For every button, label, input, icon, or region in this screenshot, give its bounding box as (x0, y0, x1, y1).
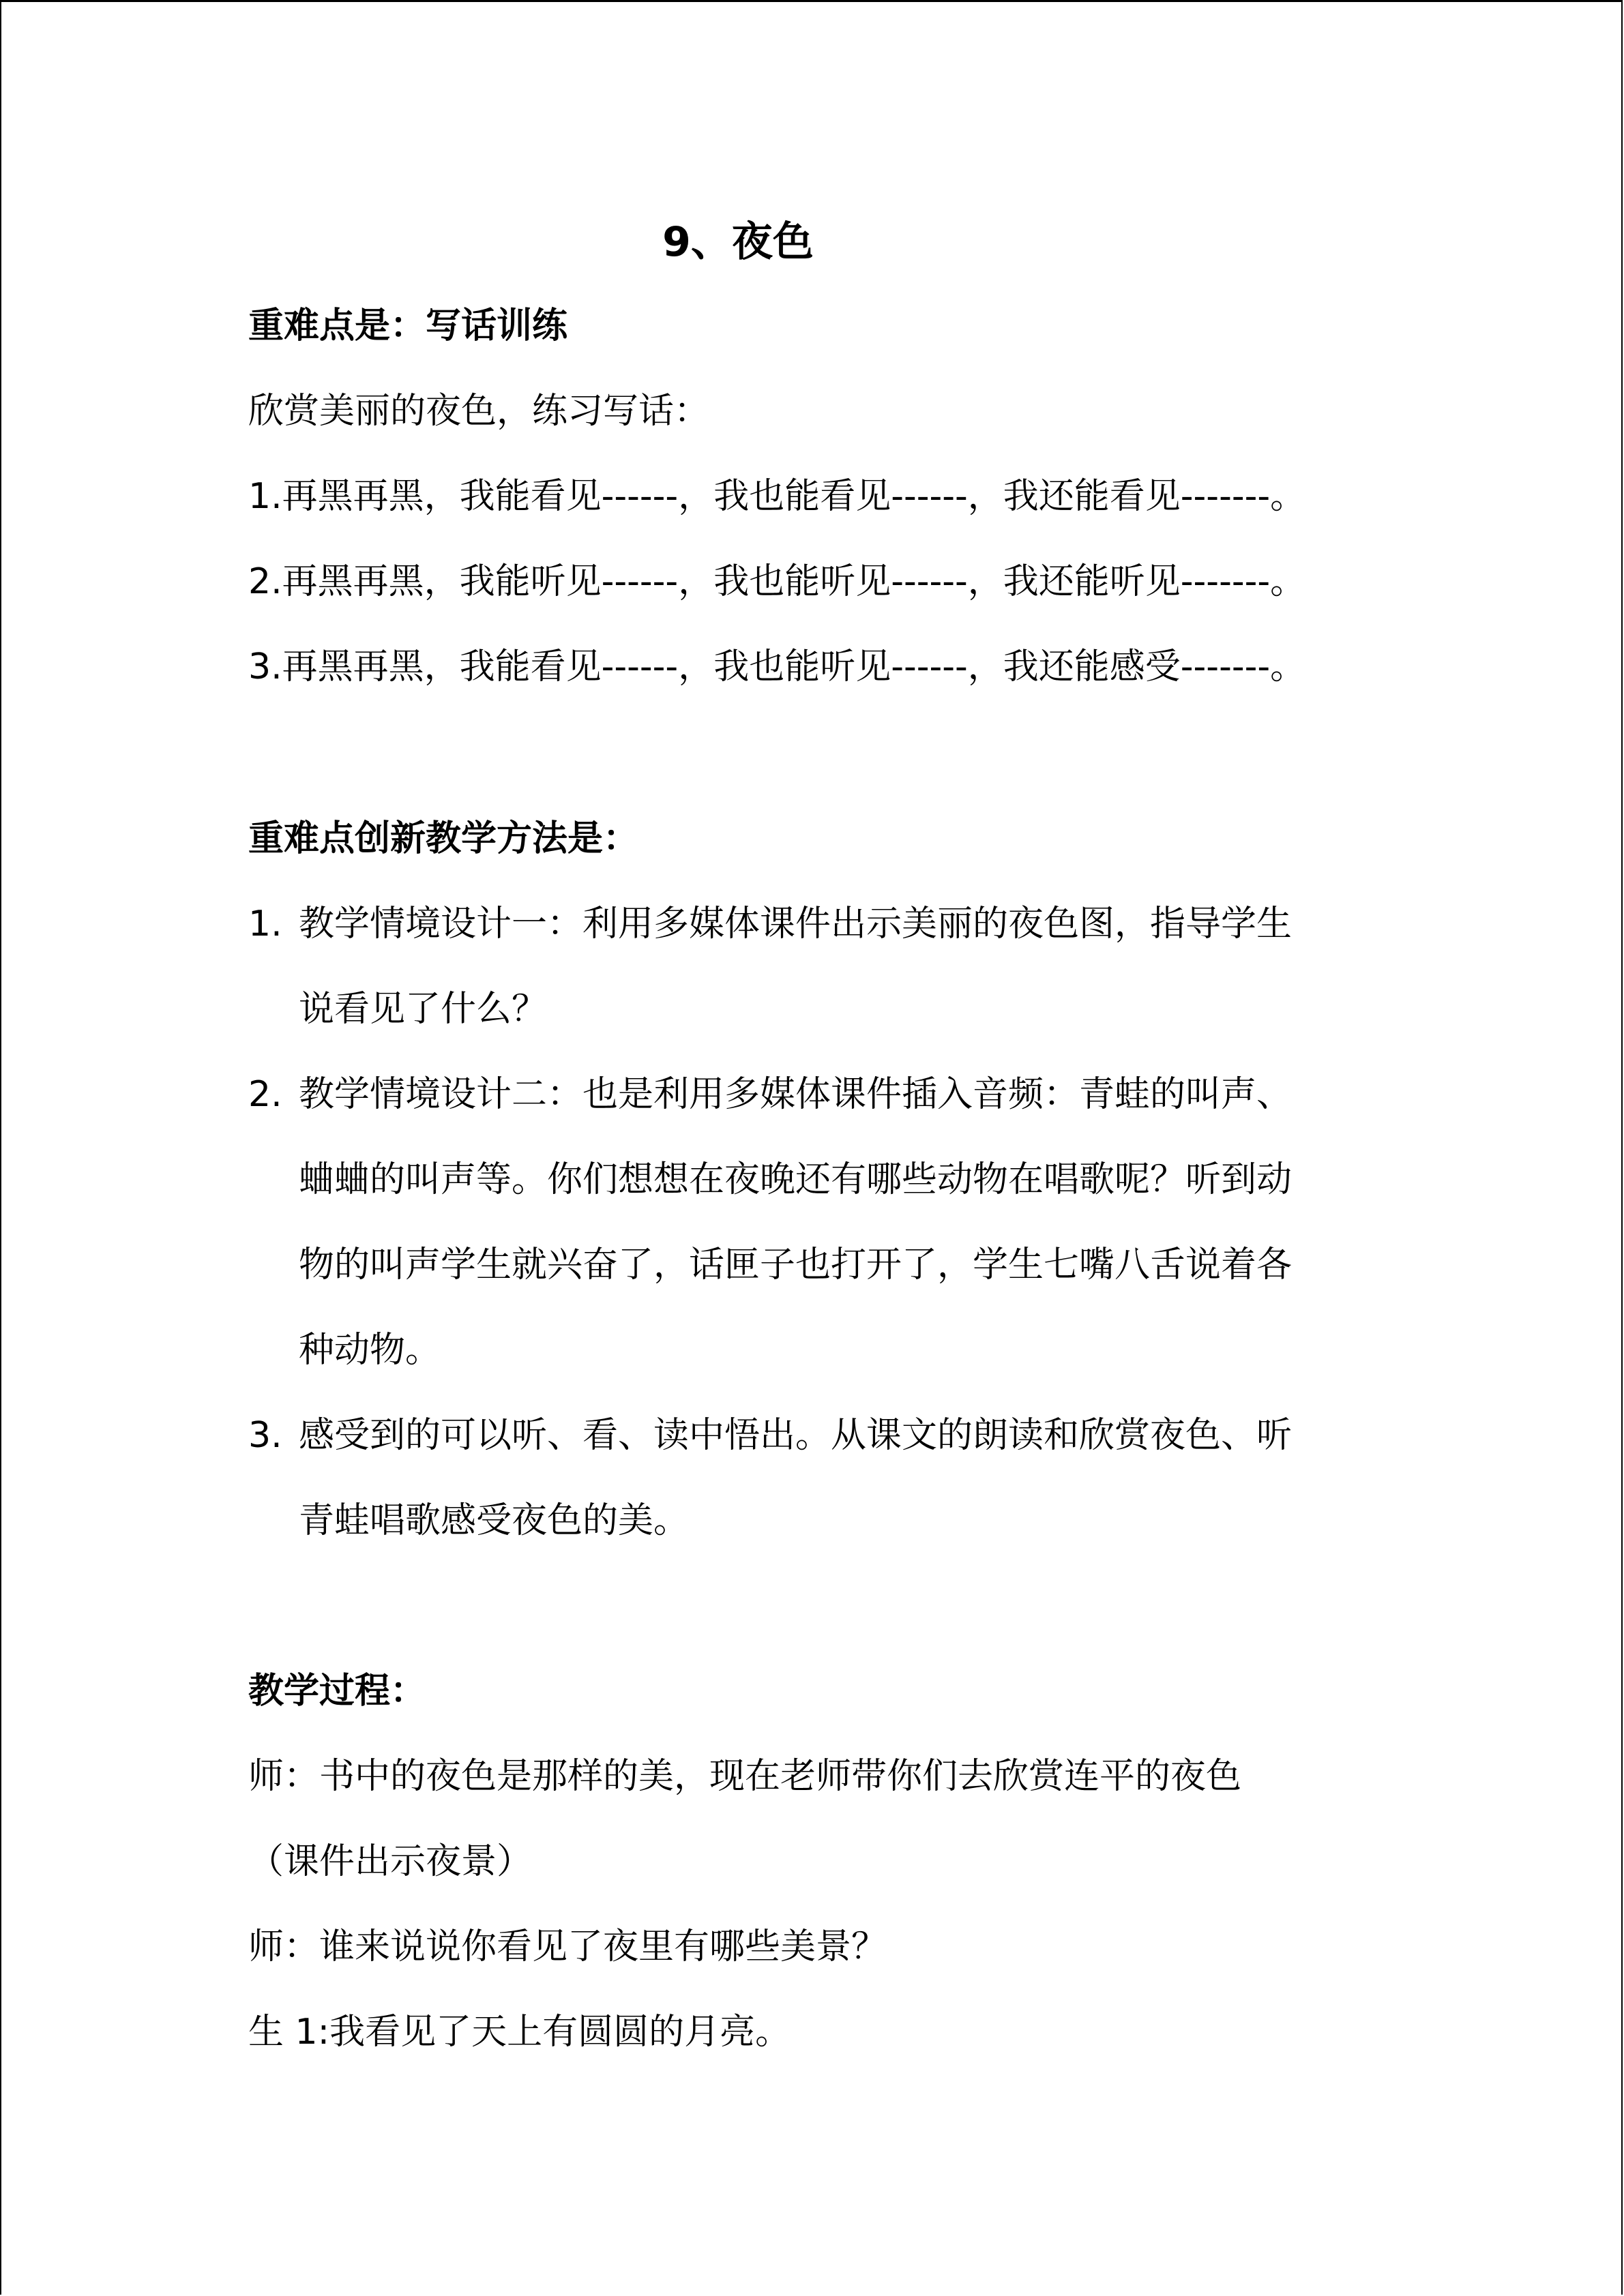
method-item (248, 900, 1292, 948)
process-line: （课件出示夜景） (248, 1841, 533, 1882)
method-text: 感受到的可以听、看、读中悟出。从课文的朗读和欣赏夜色、听 (299, 1415, 1293, 1456)
method-text-continued: 青蛙唱歌感受夜色的美。 (299, 1500, 690, 1541)
method-item (248, 1071, 1292, 1118)
method-number: 3. (248, 1415, 282, 1456)
exercise-item: 3.再黑再黑，我能看见------，我也能听见------，我还能感受-------。 (248, 646, 1306, 687)
intro-text: 欣赏美丽的夜色，练习写话： (248, 391, 710, 432)
method-text-continued: 蛐蛐的叫声等。你们想想在夜晚还有哪些动物在唱歌呢？听到动 (299, 1159, 1293, 1200)
process-heading: 教学过程： (248, 1671, 426, 1712)
method-text: 教学情境设计二：也是利用多媒体课件插入音频：青蛙的叫声、 (299, 1074, 1293, 1115)
process-line: 师：书中的夜色是那样的美，现在老师带你们去欣赏连平的夜色 (248, 1756, 1242, 1797)
exercise-item: 2.再黑再黑，我能听见------，我也能听见------，我还能听见-------。 (248, 561, 1306, 602)
process-line: 生 1:我看见了天上有圆圆的月亮。 (248, 2012, 791, 2053)
method-number: 2. (248, 1074, 282, 1115)
method-text: 教学情境设计一：利用多媒体课件出示美丽的夜色图，指导学生 (299, 904, 1293, 944)
page-title: 9、夜色 (662, 218, 814, 266)
method-item (248, 1412, 1292, 1459)
method-text-continued: 种动物。 (299, 1330, 441, 1371)
focus-heading: 重难点是：写话训练 (248, 305, 568, 346)
process-line: 师：谁来说说你看见了夜里有哪些美景？ (248, 1926, 887, 1967)
exercise-item: 1.再黑再黑，我能看见------，我也能看见------，我还能看见-------。 (248, 476, 1306, 517)
method-text-continued: 说看见了什么？ (299, 989, 548, 1030)
methods-heading: 重难点创新教学方法是： (248, 818, 639, 859)
method-number: 1. (248, 904, 282, 944)
method-text-continued: 物的叫声学生就兴奋了，话匣子也打开了，学生七嘴八舌说着各 (299, 1244, 1293, 1285)
